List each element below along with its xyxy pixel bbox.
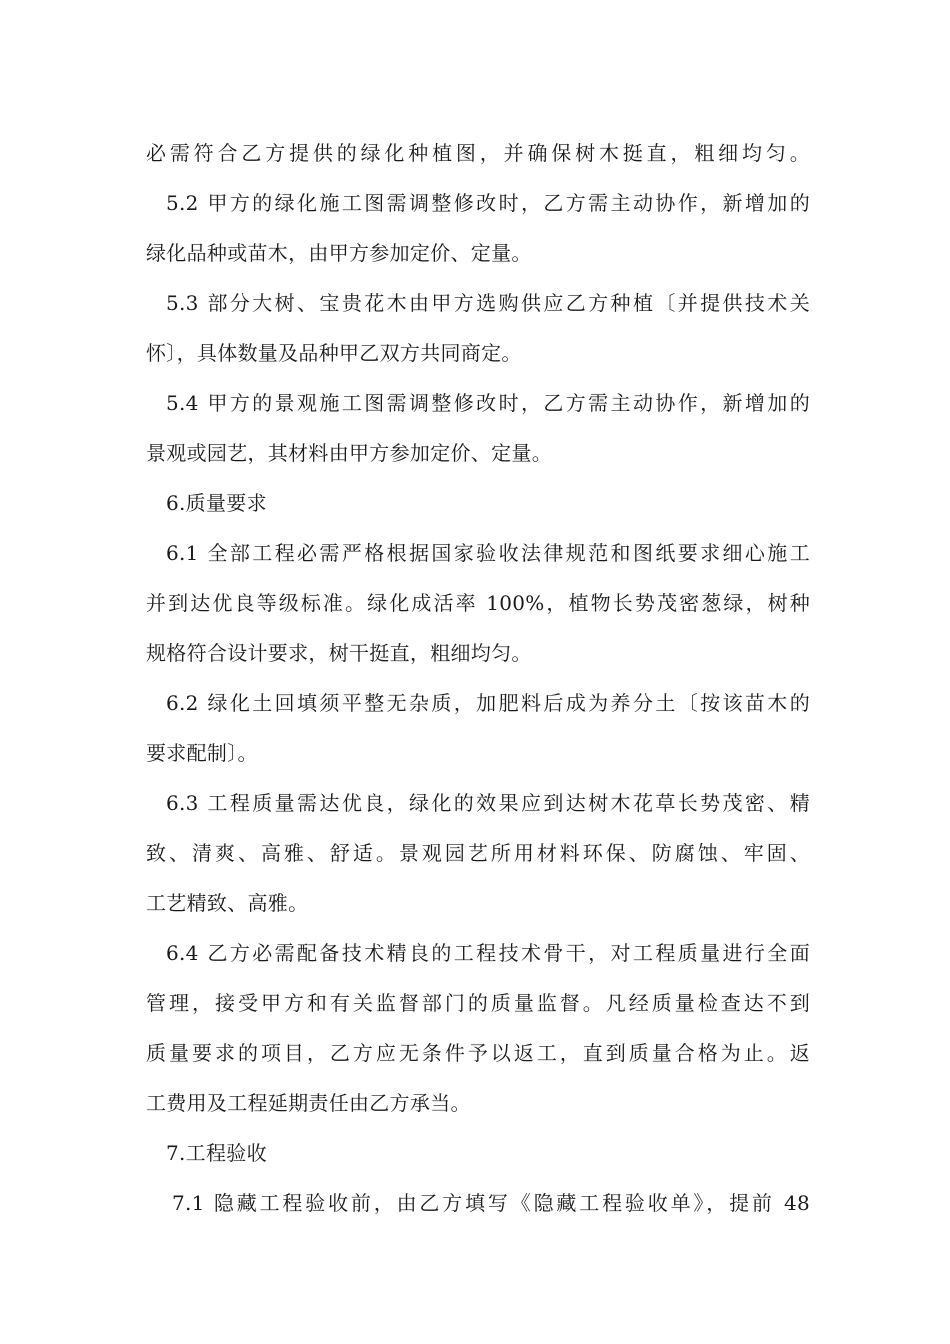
- text-line: 怀〕，具体数量及品种甲乙双方共同商定。: [146, 341, 522, 365]
- clause-6-4-line: 6.4 乙方必需配备技术精良的工程技术骨干，对工程质量进行全面: [166, 941, 810, 965]
- clause-7-1-line: 7.1 隐藏工程验收前，由乙方填写《隐藏工程验收单》，提前 48: [172, 1191, 810, 1215]
- clause-5-3-line: 5.3 部分大树、宝贵花木由甲方选购供应乙方种植〔并提供技术关: [166, 291, 810, 315]
- text-line: 管理，接受甲方和有关监督部门的质量监督。凡经质量检查达不到: [146, 991, 810, 1015]
- text-line: 景观或园艺，其材料由甲方参加定价、定量。: [146, 441, 552, 465]
- text-line: 质量要求的项目，乙方应无条件予以返工，直到质量合格为止。返: [146, 1041, 810, 1065]
- text-line: 要求配制〕。: [146, 741, 258, 765]
- section-heading-acceptance: 7.工程验收: [166, 1141, 267, 1165]
- clause-5-4-line: 5.4 甲方的景观施工图需调整修改时，乙方需主动协作，新增加的: [166, 391, 810, 415]
- document-body: [146, 128, 810, 1228]
- text-line: 工费用及工程延期责任由乙方承当。: [146, 1091, 471, 1115]
- clause-5-2-line: 5.2 甲方的绿化施工图需调整修改时，乙方需主动协作，新增加的: [166, 191, 810, 215]
- text-line: 工艺精致、高雅。: [146, 891, 309, 915]
- clause-6-3-line: 6.3 工程质量需达优良，绿化的效果应到达树木花草长势茂密、精: [166, 791, 810, 815]
- text-line: 必需符合乙方提供的绿化种植图，并确保树木挺直，粗细均匀。: [146, 141, 810, 165]
- clause-6-1-line: 6.1 全部工程必需严格根据国家验收法律规范和图纸要求细心施工: [166, 541, 810, 565]
- text-line: 规格符合设计要求，树干挺直，粗细均匀。: [146, 641, 532, 665]
- clause-6-2-line: 6.2 绿化土回填须平整无杂质，加肥料后成为养分土〔按该苗木的: [166, 691, 810, 715]
- section-heading-quality: 6.质量要求: [166, 491, 267, 515]
- text-line: 绿化品种或苗木，由甲方参加定价、定量。: [146, 241, 532, 265]
- text-line: 致、清爽、高雅、舒适。景观园艺所用材料环保、防腐蚀、牢固、: [146, 841, 810, 865]
- text-line: 并到达优良等级标准。绿化成活率 100%，植物长势茂密葱绿，树种: [146, 591, 810, 615]
